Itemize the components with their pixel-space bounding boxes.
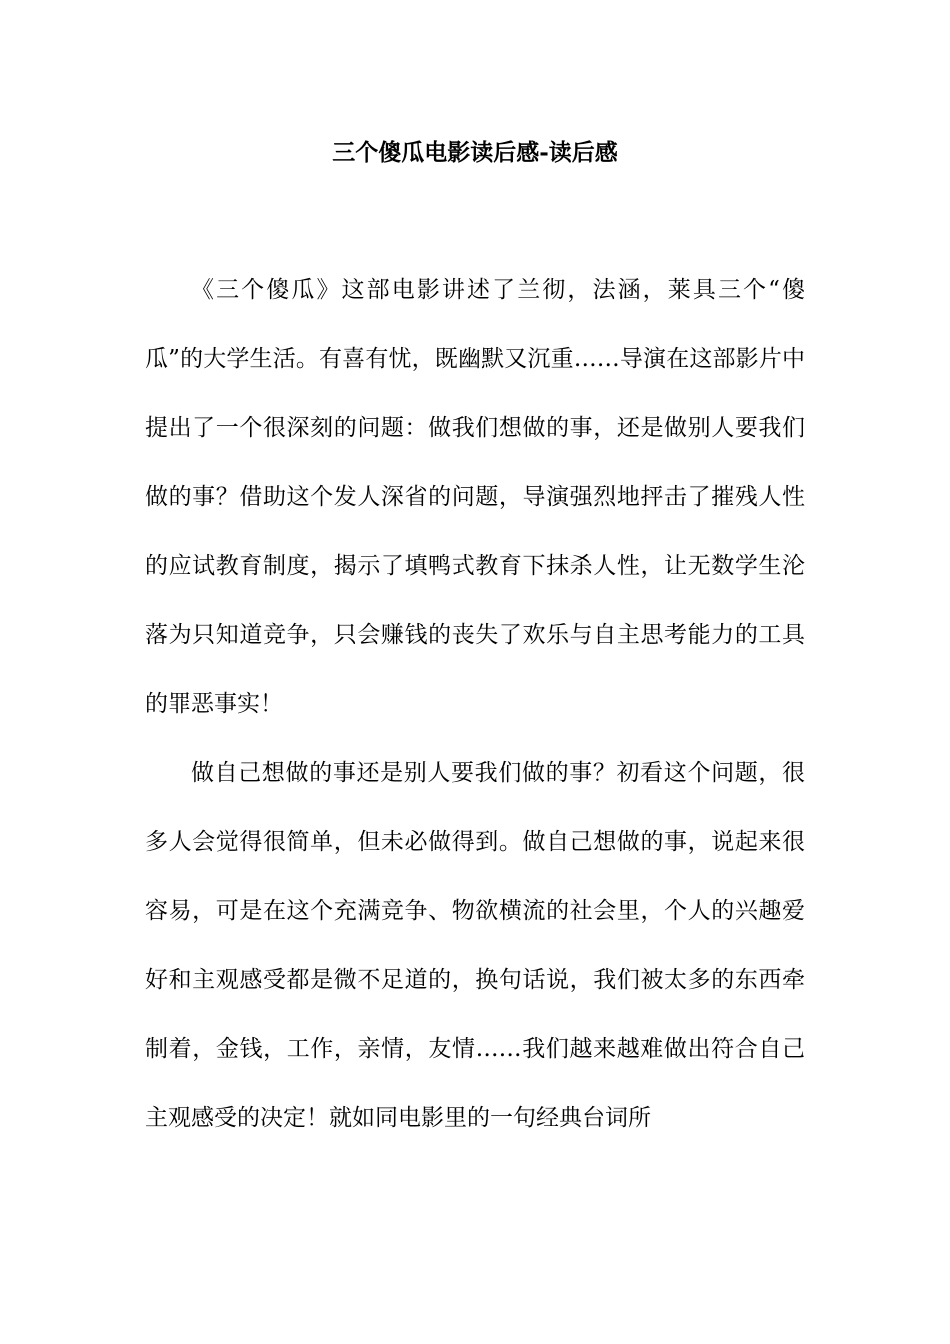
document-title: 三个傻瓜电影读后感-读后感 — [332, 139, 618, 166]
paragraph: 《三个傻瓜》这部电影讲述了兰彻，法涵，莱具三个“傻瓜”的大学生活。有喜有忧，既幽默又沉重……导演在这部影片中提出了一个很深刻的问题：做我们想做的事，还是做别人要我们做的事？借助这个发人深省的问题，导演强烈地抨击了摧残人性的应试教育制度，揭示了填鸭式教育下抹杀人性，让无数学生沦落为只知道竞争，只会赚钱的丧失了欢乐与自主思考能力的工具的罪恶事实！ — [145, 277, 805, 717]
document-body — [145, 256, 805, 1153]
paragraph: 做自己想做的事还是别人要我们做的事？初看这个问题，很多人会觉得很简单，但未必做得到。做自己想做的事，说起来很容易，可是在这个充满竞争、物欲横流的社会里，个人的兴趣爱好和主观感受都是微不足道的，换句话说，我们被太多的东西牵制着，金钱，工作，亲情，友情……我们越来越难做出符合自己主观感受的决定！就如同电影里的一句经典台词所 — [145, 760, 805, 1131]
